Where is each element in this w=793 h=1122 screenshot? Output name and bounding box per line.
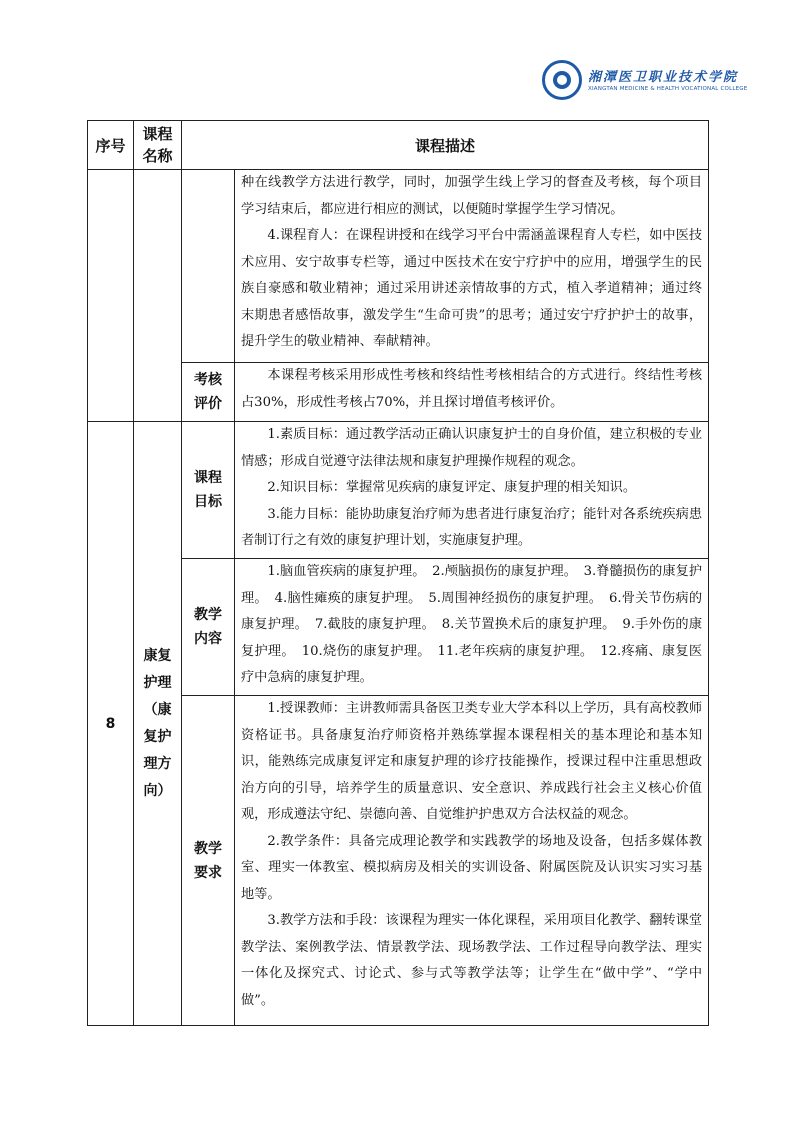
- header-course-name-line2: 名称: [142, 147, 173, 165]
- goals-label-line2: 目标: [194, 494, 222, 510]
- assess-label-line2: 评价: [194, 396, 222, 412]
- table-row: [88, 696, 709, 1026]
- desc-cell-cont: [235, 170, 709, 363]
- content-label-line1: 教学: [194, 607, 222, 623]
- content-cell: [235, 559, 709, 696]
- header-course-name: [134, 121, 182, 170]
- header-course-name-line1: 课程: [142, 125, 173, 143]
- goals-cell: [235, 422, 709, 559]
- table-row: [88, 170, 709, 363]
- course-seq: 8: [88, 422, 134, 1026]
- goal-item: 1.素质目标：通过教学活动正确认识康复护士的自身价值，建立积极的专业情感；形成自觉遵守法律法规和康复护理操作规程的观念。: [241, 427, 703, 469]
- sublabel-cell-prev: [182, 170, 235, 363]
- requirements-label-line2: 要求: [194, 864, 222, 881]
- desc-cont-p1: 种在线教学方法进行教学，同时，加强学生线上学习的督查及考核，每个项目学习结束后，都应进行相应的测试，以便随时掌握学生学习情况。: [241, 175, 703, 217]
- school-seal-icon: [542, 60, 582, 100]
- school-name-en: XIANGTAN MEDICINE & HEALTH VOCATIONAL COLLEGE: [588, 86, 748, 92]
- content-text: 1.脑血管疾病的康复护理。 2.颅脑损伤的康复护理。 3.脊髓损伤的康复护理。 4.脑性瘫痪的康复护理。 5.周围神经损伤的康复护理。 6.骨关节伤病的康复护理。 7.截肢的康复护理。 8.关节置换术后的康复护理。 9.手外伤的康复护理。 10.烧伤的康复护理。 11.老年疾病的康复护理。 12.疼痛、康复医疗中急病的康复护理。: [241, 564, 703, 685]
- goal-item: 2.知识目标：掌握常见疾病的康复评定、康复护理的相关知识。: [267, 480, 637, 495]
- table-header-row: [88, 121, 709, 170]
- school-name: 湘潭医卫职业技术学院: [588, 70, 739, 85]
- requirement-item: 1.授课教师：主讲教师需具备医卫类专业大学本科以上学历，具有高校教师资格证书。具备康复治疗师资格并熟练掌握本课程相关的基本理论和基本知识，能熟练完成康复评定和康复护理的诊疗技能操作，授课过程中注重思想政治方向的引导，培养学生的质量意识、安全意识、养成践行社会主义核心价值观，形成遵法守纪、崇德向善、自觉维护护患双方合法权益的观念。: [241, 701, 703, 822]
- requirements-label-line1: 教学: [194, 840, 222, 857]
- assess-label-line1: 考核: [194, 372, 222, 388]
- requirement-item: 2.教学条件：具备完成理论教学和实践教学的场地及设备，包括多媒体教室、理实一体教室、模拟病房及相关的实训设备、附属医院及认识实习实习基地等。: [241, 833, 703, 902]
- requirements-label: [182, 696, 235, 1026]
- seq-cell-prev: [88, 170, 134, 422]
- course-name: [134, 422, 182, 1026]
- course-table: [87, 120, 709, 1026]
- requirement-item: 3.教学方法和手段：该课程为理实一体化课程，采用项目化教学、翻转课堂教学法、案例教学法、情景教学法、现场教学法、工作过程导向教学法、理实一体化及探究式、讨论式、参与式等教学法等；让学生在“做中学”、“学中做”。: [241, 913, 703, 1008]
- assess-text: 本课程考核采用形成性考核和终结性考核相结合的方式进行。终结性考核占30%，形成性考核占70%，并且探讨增值考核评价。: [241, 368, 703, 410]
- goals-label-line1: 课程: [194, 470, 222, 486]
- assess-text-cell: [235, 363, 709, 422]
- table-row: [88, 559, 709, 696]
- course-name-line: （康: [143, 701, 172, 718]
- content-label-line2: 内容: [194, 631, 222, 647]
- table-row: [88, 422, 709, 559]
- content-label: [182, 559, 235, 696]
- course-name-line: 护理: [143, 674, 172, 691]
- school-logo: [542, 60, 748, 102]
- course-name-line: 向）: [143, 782, 172, 799]
- goals-label: [182, 422, 235, 559]
- goal-item: 3.能力目标：能协助康复治疗师为患者进行康复治疗；能针对各系统疾病患者制订行之有效的康复护理计划，实施康复护理。: [241, 506, 703, 548]
- course-name-line: 复护: [143, 728, 172, 745]
- requirements-cell: [235, 696, 709, 1026]
- table-row: [88, 363, 709, 422]
- course-name-line: 康复: [143, 647, 172, 664]
- header-seq: 序号: [88, 121, 134, 170]
- header-description: 课程描述: [182, 121, 709, 170]
- course-name-line: 理方: [143, 755, 172, 772]
- name-cell-prev: [134, 170, 182, 422]
- assess-label: [182, 363, 235, 422]
- desc-cont-p2: 4.课程育人：在课程讲授和在线学习平台中需涵盖课程育人专栏，如中医技术应用、安宁故事专栏等，通过中医技术在安宁疗护中的应用，增强学生的民族自豪感和敬业精神；通过采用讲述亲情故事的方式，植入孝道精神；通过终末期患者感悟故事，激发学生“生命可贵”的思考；通过安宁疗护护士的故事，提升学生的敬业精神、奉献精神。: [241, 228, 703, 349]
